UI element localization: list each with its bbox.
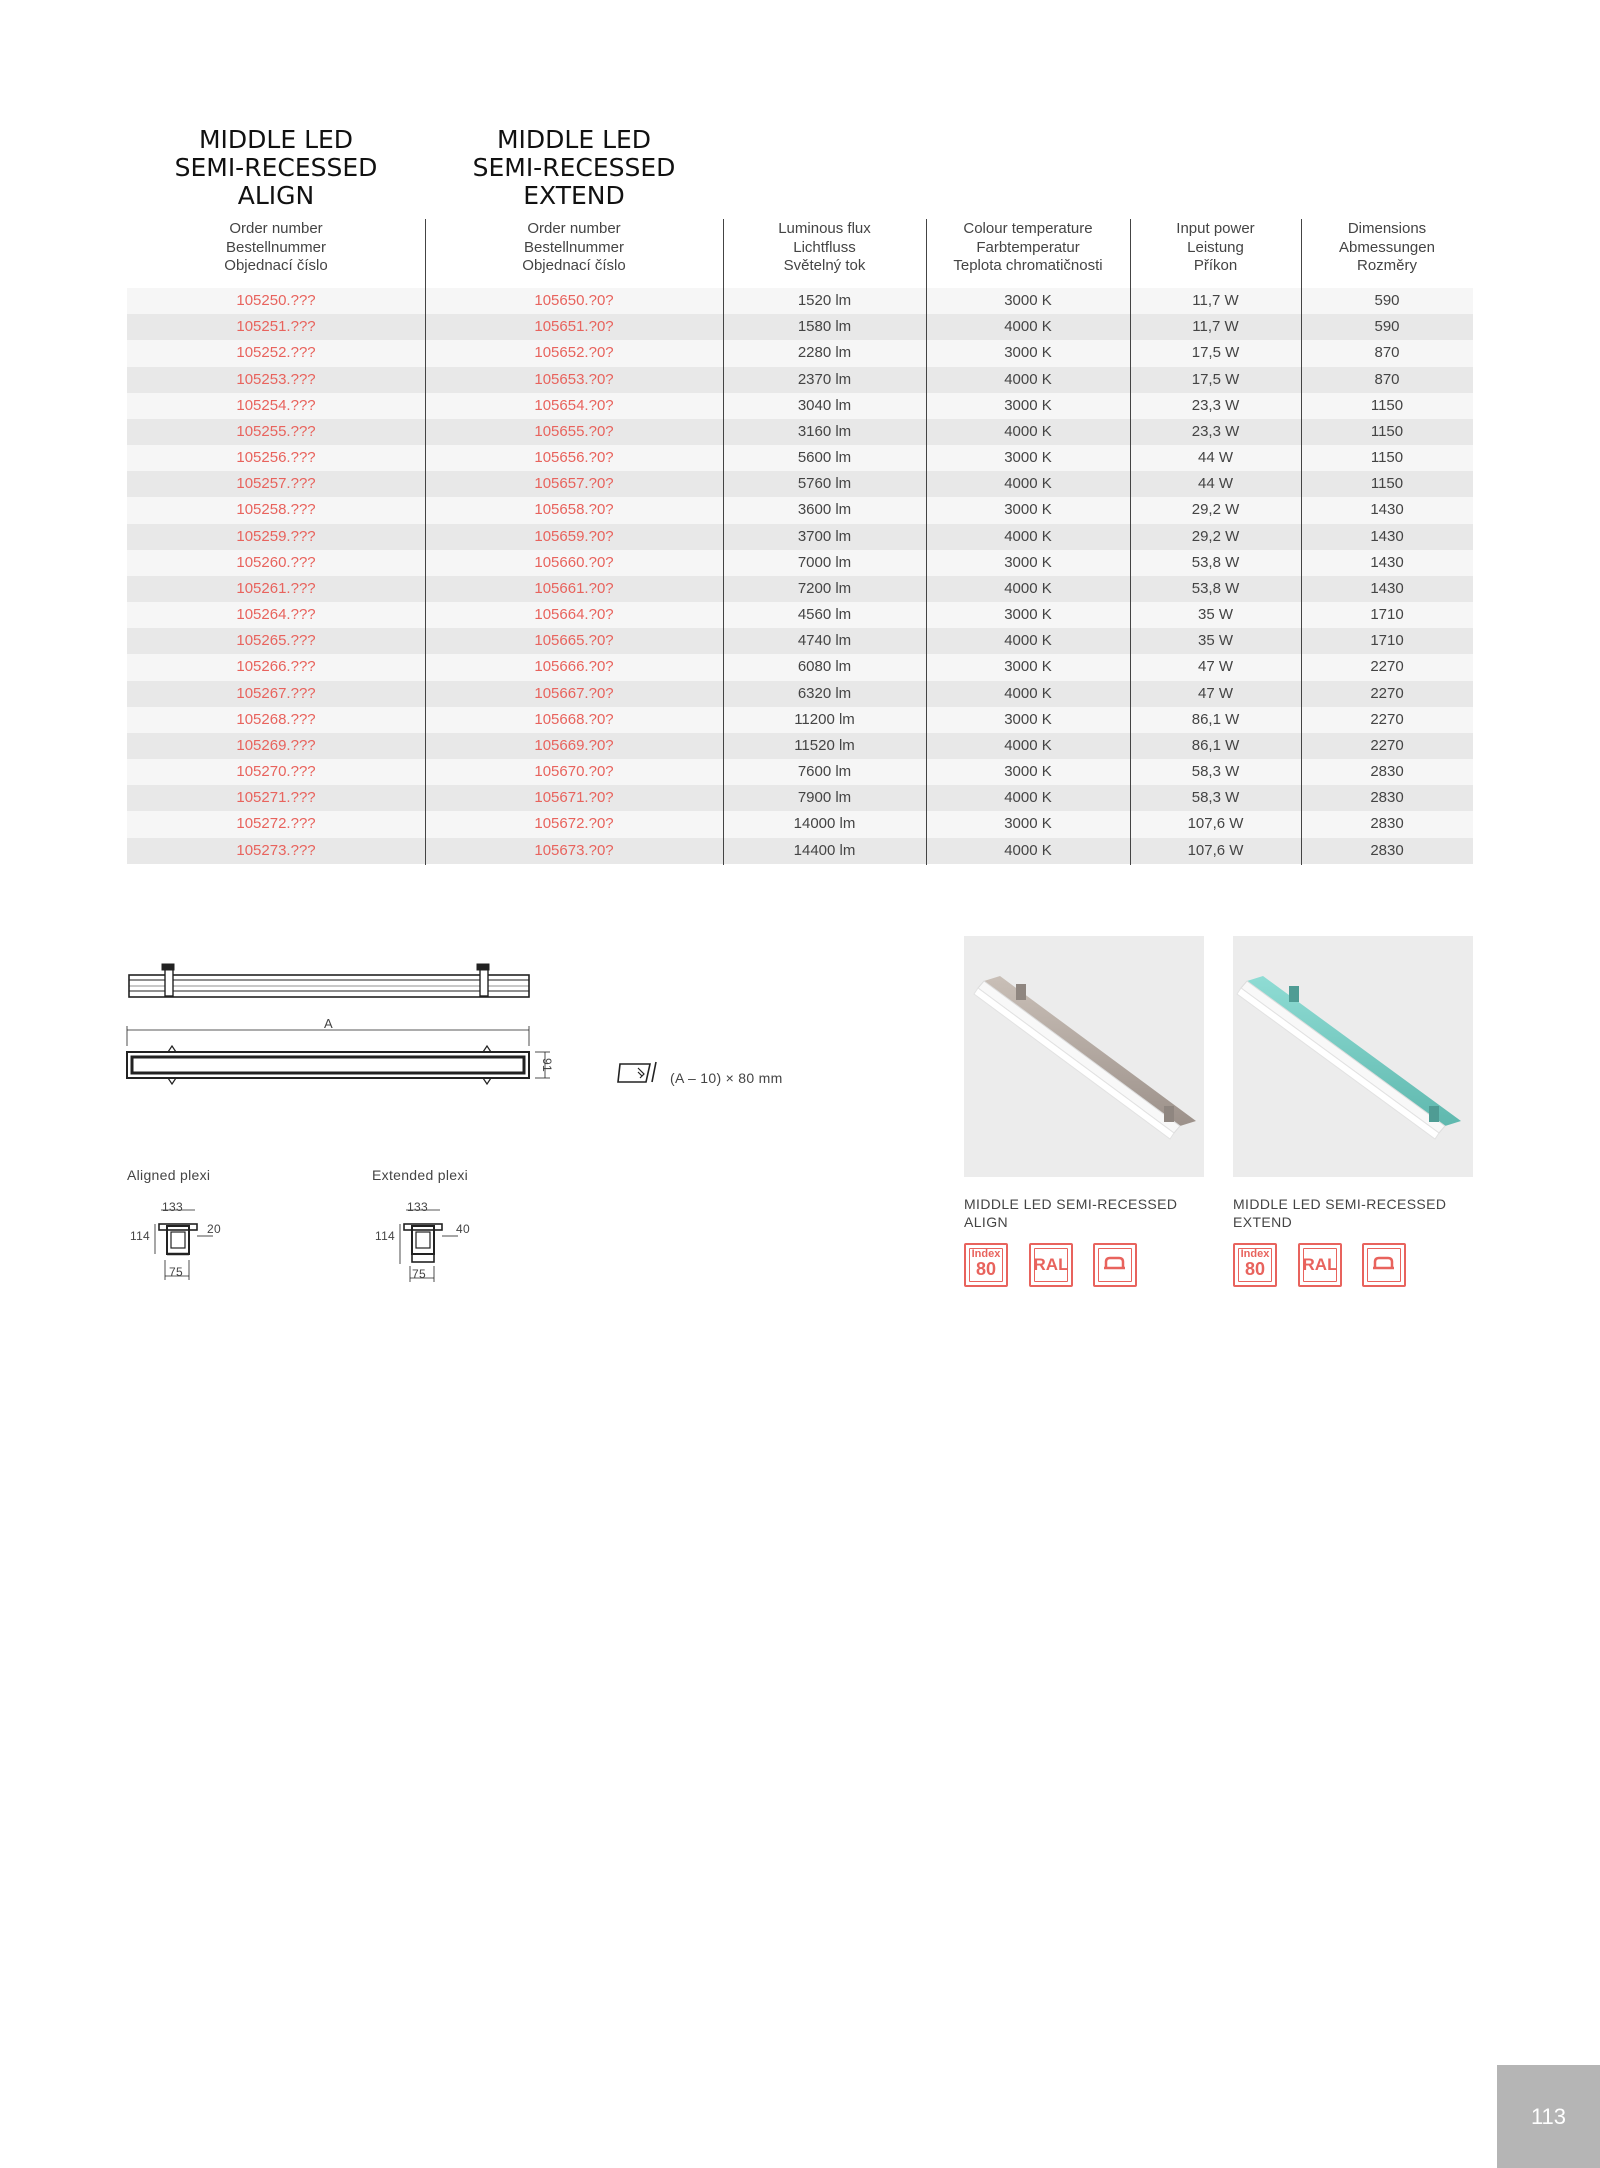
header-line: Dimensions	[1347, 220, 1427, 237]
table-row	[127, 393, 1473, 419]
aluminium-luminaire-render	[964, 936, 1204, 1177]
luminous-flux-cell: 1520 lm	[797, 292, 852, 309]
header-line: Objednací číslo	[224, 257, 328, 274]
colour-temperature-cell: 4000 K	[1004, 318, 1052, 336]
turquoise-luminaire-render	[1233, 936, 1473, 1177]
badge-index-value: 80	[975, 1259, 997, 1279]
table-row	[127, 367, 1473, 393]
input-power-cell: 53,8 W	[1191, 553, 1240, 571]
order-number-align-cell: 105252.???	[236, 344, 316, 362]
order-number-extend-cell: 105661.?0?	[534, 579, 614, 597]
luminous-flux-cell: 7900 lm	[797, 789, 852, 807]
header-order-align	[127, 220, 425, 276]
order-number-align-cell: 105266.???	[236, 658, 316, 676]
cri-index-icon	[964, 1243, 1008, 1287]
header-order-extend	[425, 220, 723, 276]
dimension-cell: 870	[1374, 344, 1400, 362]
colour-temperature-cell: 4000 K	[1004, 632, 1052, 650]
order-number-align-cell: 105265.???	[236, 632, 316, 650]
ral-color-icon	[1298, 1243, 1342, 1287]
colour-temperature-cell: 3000 K	[1004, 344, 1052, 362]
ral-color-icon	[1029, 1243, 1073, 1287]
luminous-flux-cell: 3160 lm	[797, 422, 852, 440]
dimension-cell: 1150	[1370, 475, 1404, 493]
input-power-cell: 47 W	[1197, 658, 1233, 676]
product-caption-extend	[1233, 1195, 1446, 1231]
order-number-align-cell: 105273.???	[236, 841, 316, 859]
table-row	[127, 707, 1473, 733]
order-number-extend-cell: 105668.?0?	[534, 710, 614, 728]
cutout-icon	[616, 1060, 664, 1086]
header-line: Abmessungen	[1339, 238, 1435, 256]
colour-temperature-cell: 3000 K	[1004, 763, 1052, 781]
cutout-dimension-text: (A – 10) × 80 mm	[670, 1070, 783, 1086]
table-row	[127, 602, 1473, 628]
colour-temperature-cell: 4000 K	[1004, 579, 1052, 597]
badge-index-text: Index	[971, 1248, 1001, 1260]
extended-width-label: 133	[407, 1200, 428, 1214]
colour-temperature-cell: 3000 K	[1004, 710, 1052, 728]
dimension-cell: 2270	[1370, 684, 1404, 702]
header-line: Order number	[527, 220, 621, 237]
luminous-flux-cell: 4560 lm	[797, 606, 852, 624]
header-line: Input power	[1176, 220, 1255, 237]
order-number-align-cell: 105250.???	[236, 292, 316, 309]
table-row	[127, 733, 1473, 759]
order-number-align-cell: 105272.???	[236, 815, 316, 833]
table-row	[127, 471, 1473, 497]
order-number-extend-cell: 105664.?0?	[534, 606, 614, 624]
order-number-align-cell: 105267.???	[236, 684, 316, 702]
extended-offset-label: 40	[456, 1222, 470, 1236]
luminous-flux-cell: 14000 lm	[793, 815, 856, 833]
order-number-extend-cell: 105653.?0?	[534, 370, 614, 388]
title-extend	[424, 126, 724, 210]
badge-index-text: Index	[1240, 1248, 1270, 1260]
table-row	[127, 654, 1473, 680]
luminous-flux-cell: 7000 lm	[797, 553, 852, 571]
table-row	[127, 340, 1473, 366]
input-power-cell: 17,5 W	[1191, 370, 1240, 388]
caption-line: EXTEND	[1233, 1214, 1293, 1230]
header-line: Rozměry	[1356, 257, 1417, 274]
luminous-flux-cell: 3700 lm	[797, 527, 852, 545]
header-line: Order number	[229, 220, 323, 237]
order-number-extend-cell: 105659.?0?	[534, 527, 614, 545]
badge-index-value: 80	[1244, 1259, 1266, 1279]
caption-line: MIDDLE LED SEMI-RECESSED	[964, 1196, 1178, 1212]
header-line: Lichtfluss	[793, 238, 856, 256]
aligned-offset-label: 20	[207, 1222, 221, 1236]
table-row	[127, 288, 1473, 314]
order-number-extend-cell: 105671.?0?	[534, 789, 614, 807]
colour-temperature-cell: 4000 K	[1004, 527, 1052, 545]
badge-ral-text: RAL	[1033, 1255, 1069, 1274]
colour-temperature-cell: 4000 K	[1004, 736, 1052, 754]
order-number-extend-cell: 105672.?0?	[534, 815, 614, 833]
dimension-cell: 1150	[1370, 396, 1404, 414]
title-align-line: SEMI-RECESSED	[174, 153, 378, 182]
order-number-align-cell: 105251.???	[236, 318, 316, 336]
header-luminous-flux	[723, 220, 926, 276]
product-caption-align	[964, 1195, 1177, 1231]
dimension-a-label: A	[324, 1016, 333, 1031]
order-number-align-cell: 105260.???	[236, 553, 316, 571]
caption-line: ALIGN	[964, 1214, 1009, 1230]
luminous-flux-cell: 11520 lm	[794, 736, 855, 754]
input-power-cell: 47 W	[1197, 684, 1233, 702]
dimension-height-label: 91	[539, 1058, 554, 1072]
colour-temperature-cell: 4000 K	[1004, 475, 1052, 493]
semi-recessed-profile-icon	[1362, 1243, 1406, 1287]
column-divider	[926, 219, 927, 865]
luminous-flux-cell: 7200 lm	[797, 579, 852, 597]
input-power-cell: 53,8 W	[1191, 579, 1240, 597]
table-row	[127, 497, 1473, 523]
input-power-cell: 11,7 W	[1192, 292, 1239, 309]
luminous-flux-cell: 6320 lm	[797, 684, 852, 702]
header-line: Luminous flux	[778, 220, 871, 237]
dimension-cell: 1150	[1370, 422, 1404, 440]
order-number-align-cell: 105255.???	[236, 422, 316, 440]
aligned-base-label: 75	[169, 1265, 183, 1279]
colour-temperature-cell: 3000 K	[1004, 606, 1052, 624]
colour-temperature-cell: 4000 K	[1004, 422, 1052, 440]
table-row	[127, 445, 1473, 471]
colour-temperature-cell: 3000 K	[1004, 292, 1052, 309]
table-row	[127, 681, 1473, 707]
order-number-align-cell: 105270.???	[236, 763, 316, 781]
badge-ral-text: RAL	[1302, 1255, 1338, 1274]
colour-temperature-cell: 4000 K	[1004, 841, 1052, 859]
order-number-extend-cell: 105660.?0?	[534, 553, 614, 571]
input-power-cell: 23,3 W	[1191, 396, 1240, 414]
profile-glyph	[1095, 1245, 1134, 1284]
side-view	[129, 964, 529, 997]
colour-temperature-cell: 3000 K	[1004, 553, 1052, 571]
table-row	[127, 628, 1473, 654]
order-number-align-cell: 105259.???	[236, 527, 316, 545]
table-row	[127, 759, 1473, 785]
header-line: Objednací číslo	[522, 257, 626, 274]
order-number-extend-cell: 105658.?0?	[534, 501, 614, 519]
dimension-cell: 2270	[1370, 658, 1404, 676]
input-power-cell: 86,1 W	[1191, 736, 1240, 754]
header-line: Farbtemperatur	[976, 238, 1080, 256]
order-number-align-cell: 105261.???	[236, 579, 316, 597]
order-number-extend-cell: 105650.?0?	[534, 292, 614, 309]
order-number-extend-cell: 105657.?0?	[534, 475, 614, 493]
colour-temperature-cell: 3000 K	[1004, 815, 1052, 833]
dimension-cell: 1150	[1370, 449, 1404, 467]
input-power-cell: 11,7 W	[1192, 318, 1239, 336]
table-row	[127, 576, 1473, 602]
title-extend-line: MIDDLE LED	[496, 125, 652, 154]
order-number-align-cell: 105254.???	[236, 396, 316, 414]
dimension-cell: 1430	[1370, 553, 1404, 571]
luminous-flux-cell: 3600 lm	[797, 501, 852, 519]
dimension-cell: 1710	[1370, 606, 1404, 624]
order-number-extend-cell: 105669.?0?	[534, 736, 614, 754]
order-number-extend-cell: 105667.?0?	[534, 684, 614, 702]
table-row	[127, 550, 1473, 576]
header-colour-temperature	[926, 220, 1130, 276]
header-line: Colour temperature	[963, 220, 1093, 237]
dimension-cell: 2830	[1370, 841, 1404, 859]
order-number-extend-cell: 105651.?0?	[534, 318, 614, 336]
order-number-extend-cell: 105654.?0?	[534, 396, 614, 414]
colour-temperature-cell: 4000 K	[1004, 789, 1052, 807]
input-power-cell: 44 W	[1197, 449, 1233, 467]
dimension-cell: 2270	[1370, 710, 1404, 728]
luminous-flux-cell: 1580 lm	[797, 318, 852, 336]
luminous-flux-cell: 14400 lm	[793, 841, 856, 859]
input-power-cell: 29,2 W	[1191, 501, 1240, 519]
table-row	[127, 811, 1473, 837]
column-divider	[1301, 219, 1302, 865]
dimension-cell: 2830	[1370, 763, 1404, 781]
turquoise-luminaire-image	[1233, 936, 1473, 1177]
order-number-extend-cell: 105652.?0?	[534, 344, 614, 362]
luminous-flux-cell: 5600 lm	[797, 449, 852, 467]
luminous-flux-cell: 7600 lm	[797, 763, 852, 781]
aligned-plexi-label: Aligned plexi	[127, 1167, 211, 1183]
luminous-flux-cell: 4740 lm	[797, 632, 852, 650]
colour-temperature-cell: 4000 K	[1004, 370, 1052, 388]
luminous-flux-cell: 2280 lm	[797, 344, 852, 362]
colour-temperature-cell: 3000 K	[1004, 501, 1052, 519]
dimension-cell: 1430	[1370, 579, 1404, 597]
extended-plexi-label: Extended plexi	[372, 1167, 469, 1183]
luminous-flux-cell: 11200 lm	[794, 710, 855, 728]
colour-temperature-cell: 3000 K	[1004, 658, 1052, 676]
table-row	[127, 314, 1473, 340]
title-align-line: ALIGN	[237, 181, 315, 210]
table-row	[127, 785, 1473, 811]
extended-height-label: 114	[375, 1229, 396, 1243]
dimension-cell: 1430	[1370, 501, 1404, 519]
header-line: Příkon	[1193, 257, 1238, 274]
colour-temperature-cell: 4000 K	[1004, 684, 1052, 702]
dimension-cell: 2270	[1370, 736, 1404, 754]
dimension-cell: 1710	[1370, 632, 1404, 650]
title-align-line: MIDDLE LED	[198, 125, 354, 154]
column-divider	[723, 219, 724, 865]
colour-temperature-cell: 3000 K	[1004, 449, 1052, 467]
top-view	[127, 1026, 550, 1084]
header-input-power	[1130, 220, 1301, 276]
semi-recessed-profile-icon	[1093, 1243, 1137, 1287]
dimension-cell: 590	[1374, 292, 1400, 309]
input-power-cell: 107,6 W	[1187, 841, 1244, 859]
column-divider	[425, 219, 426, 865]
input-power-cell: 44 W	[1197, 475, 1233, 493]
title-align	[126, 126, 426, 210]
dimension-cell: 2830	[1370, 789, 1404, 807]
input-power-cell: 86,1 W	[1191, 710, 1240, 728]
aluminium-luminaire-image	[964, 936, 1204, 1177]
input-power-cell: 58,3 W	[1191, 763, 1240, 781]
input-power-cell: 58,3 W	[1191, 789, 1240, 807]
table-row	[127, 838, 1473, 864]
dimension-cell: 590	[1374, 318, 1400, 336]
luminous-flux-cell: 6080 lm	[797, 658, 852, 676]
caption-line: MIDDLE LED SEMI-RECESSED	[1233, 1196, 1447, 1212]
input-power-cell: 29,2 W	[1191, 527, 1240, 545]
order-number-extend-cell: 105666.?0?	[534, 658, 614, 676]
order-number-extend-cell: 105655.?0?	[534, 422, 614, 440]
luminous-flux-cell: 3040 lm	[797, 396, 852, 414]
header-line: Leistung	[1187, 238, 1244, 256]
order-number-extend-cell: 105665.?0?	[534, 632, 614, 650]
dimension-cell: 870	[1374, 370, 1400, 388]
order-number-align-cell: 105268.???	[236, 710, 316, 728]
order-number-align-cell: 105257.???	[236, 475, 316, 493]
title-extend-line: EXTEND	[523, 181, 625, 210]
page-number: 113	[1497, 2065, 1600, 2168]
table-row	[127, 419, 1473, 445]
header-dimensions	[1301, 220, 1473, 276]
extended-base-label: 75	[412, 1267, 426, 1281]
luminous-flux-cell: 2370 lm	[797, 370, 852, 388]
input-power-cell: 35 W	[1197, 632, 1233, 650]
order-number-align-cell: 105256.???	[236, 449, 316, 467]
order-number-align-cell: 105264.???	[236, 606, 316, 624]
order-number-extend-cell: 105673.?0?	[534, 841, 614, 859]
aligned-height-label: 114	[130, 1229, 151, 1243]
header-line: Teplota chromatičnosti	[953, 257, 1103, 274]
order-number-extend-cell: 105670.?0?	[534, 763, 614, 781]
input-power-cell: 17,5 W	[1191, 344, 1240, 362]
colour-temperature-cell: 3000 K	[1004, 396, 1052, 414]
order-number-align-cell: 105271.???	[236, 789, 316, 807]
header-line: Bestellnummer	[523, 238, 625, 256]
column-divider	[1130, 219, 1131, 865]
order-number-extend-cell: 105656.?0?	[534, 449, 614, 467]
title-extend-line: SEMI-RECESSED	[472, 153, 676, 182]
input-power-cell: 35 W	[1197, 606, 1233, 624]
profile-glyph	[1364, 1245, 1403, 1284]
input-power-cell: 23,3 W	[1191, 422, 1240, 440]
table-row	[127, 524, 1473, 550]
cri-index-icon	[1233, 1243, 1277, 1287]
aligned-width-label: 133	[162, 1200, 183, 1214]
product-table	[127, 288, 1473, 864]
dimension-cell: 1430	[1370, 527, 1404, 545]
header-line: Bestellnummer	[225, 238, 327, 256]
order-number-align-cell: 105258.???	[236, 501, 316, 519]
input-power-cell: 107,6 W	[1187, 815, 1244, 833]
dimension-cell: 2830	[1370, 815, 1404, 833]
luminous-flux-cell: 5760 lm	[797, 475, 852, 493]
header-line: Světelný tok	[783, 257, 866, 274]
order-number-align-cell: 105269.???	[236, 736, 316, 754]
order-number-align-cell: 105253.???	[236, 370, 316, 388]
